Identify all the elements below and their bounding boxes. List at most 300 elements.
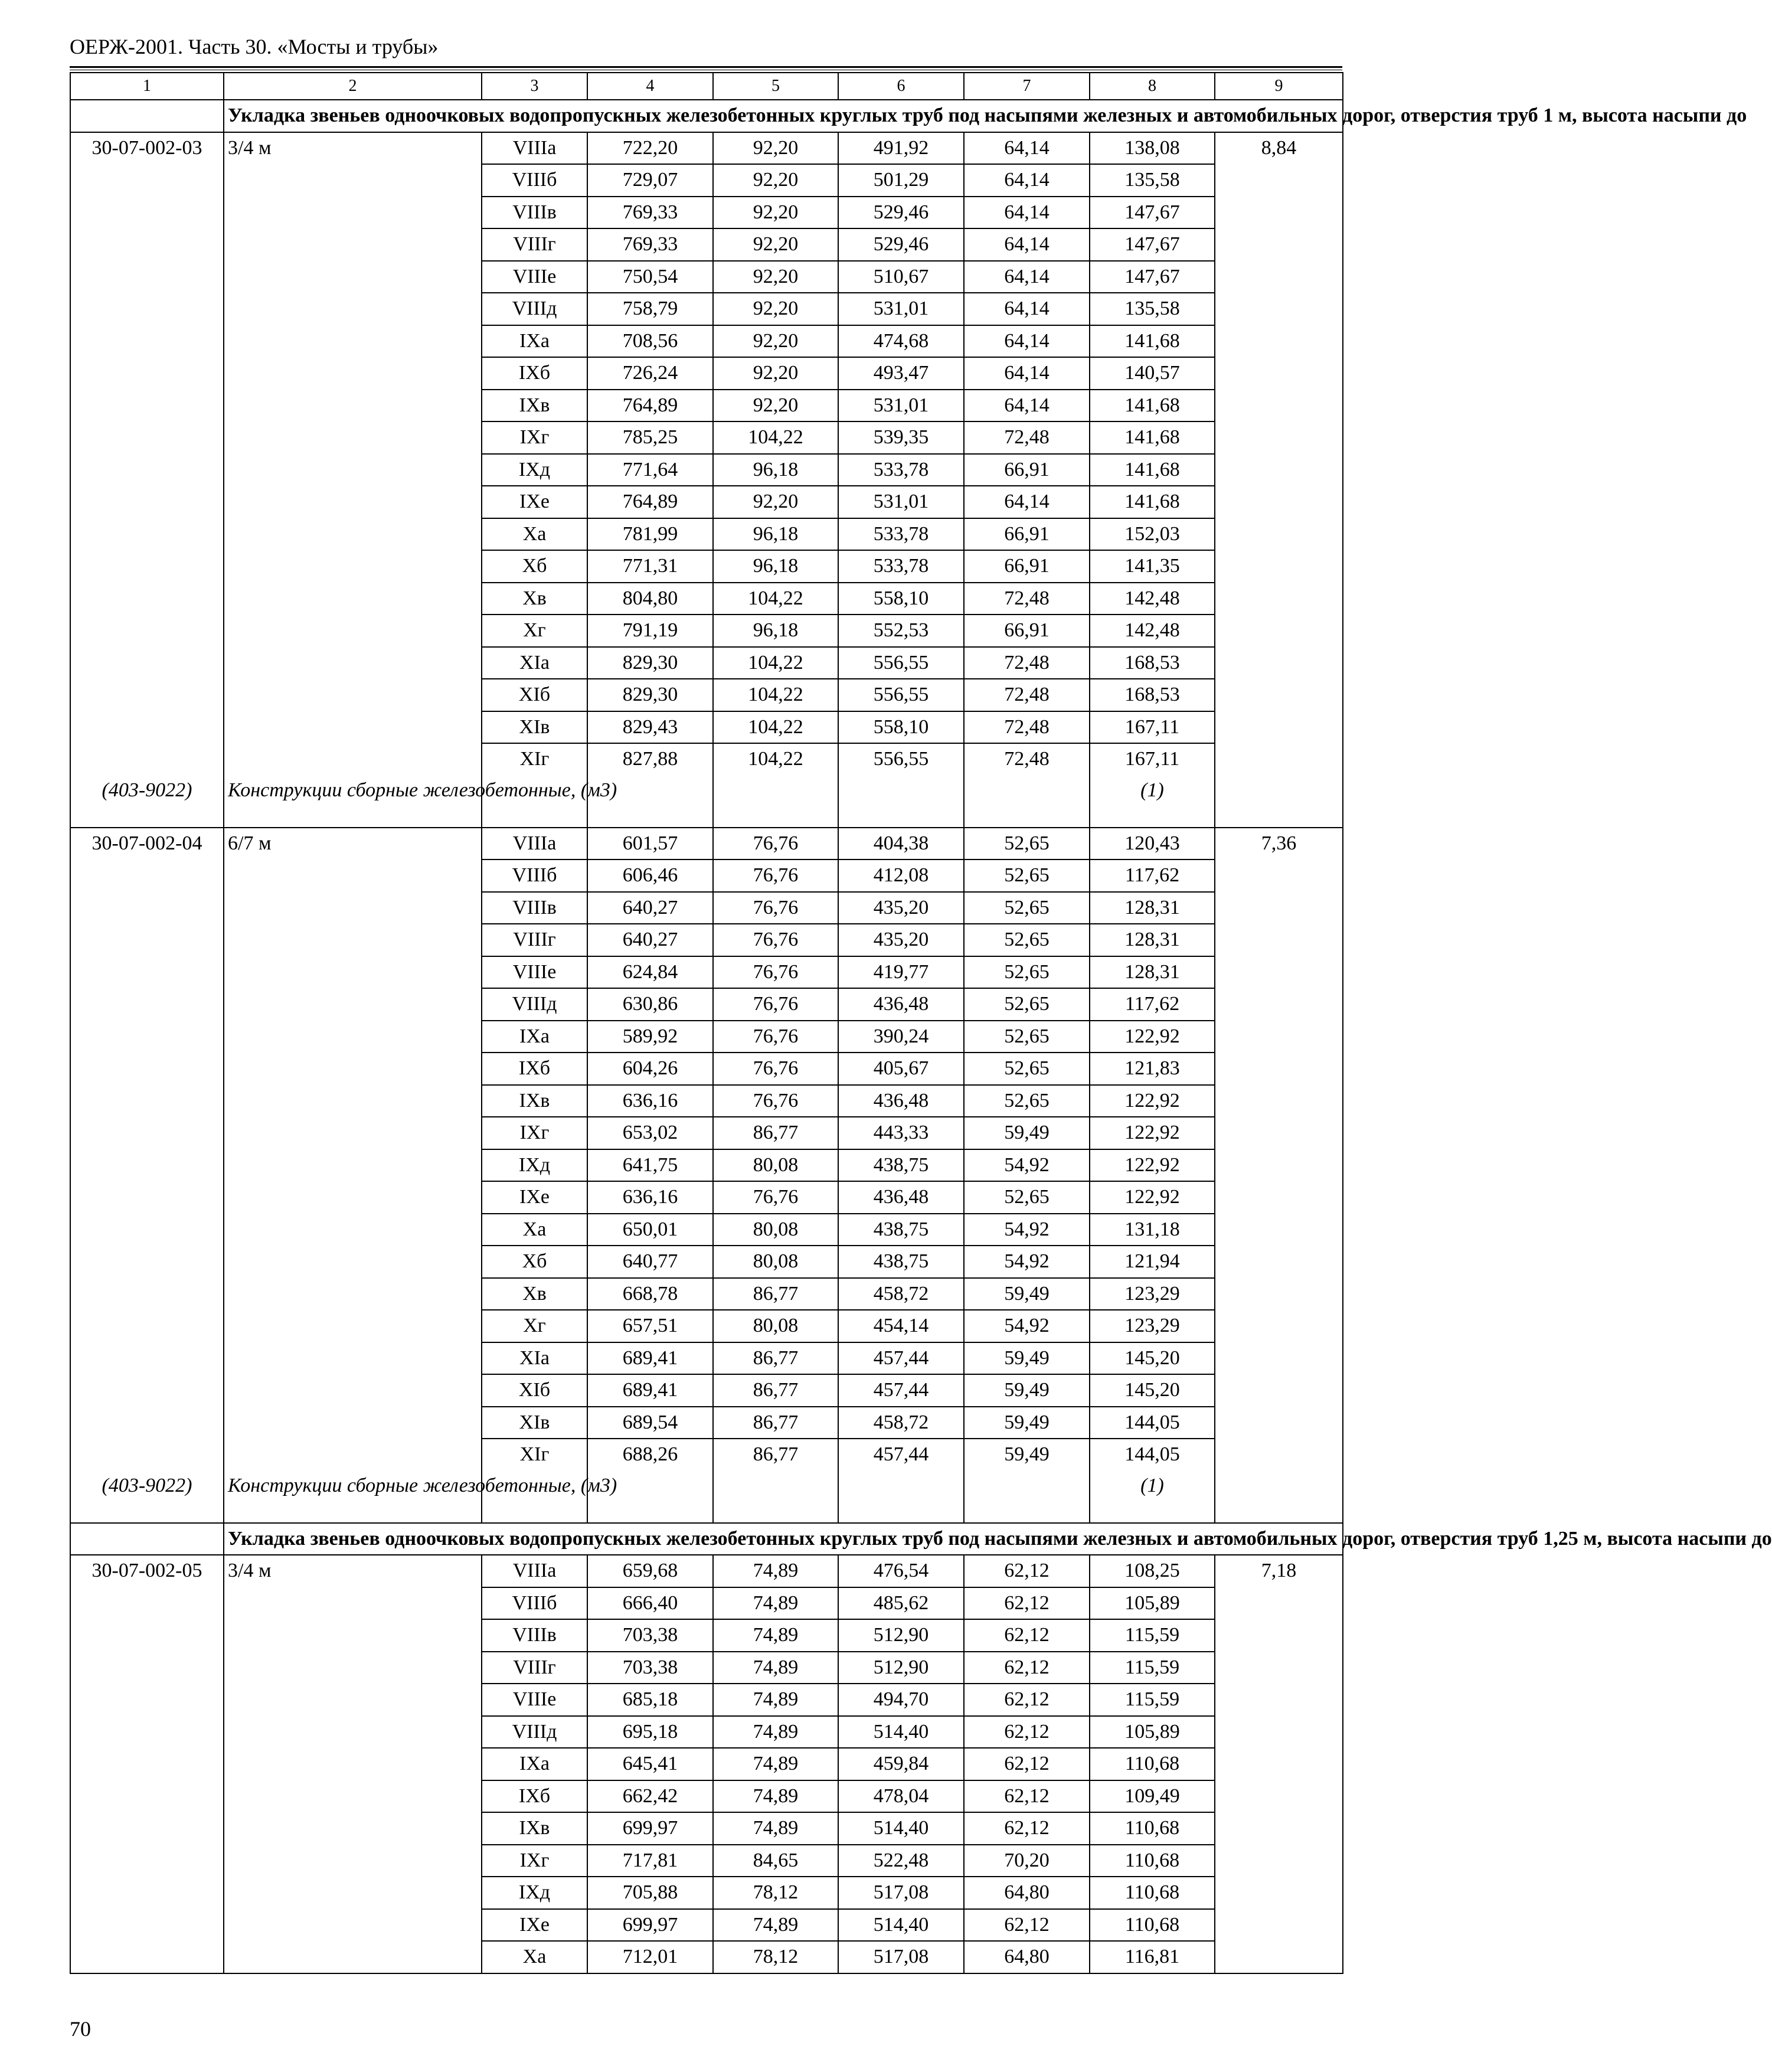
col8-value: 138,08 — [1090, 132, 1215, 165]
col6-value: 494,70 — [838, 1684, 964, 1716]
table-row — [70, 293, 1343, 325]
col5-value: 92,20 — [713, 132, 838, 165]
col9-cont — [1215, 325, 1343, 358]
table-row — [70, 988, 1343, 1021]
table-row — [70, 956, 1343, 989]
table-row — [70, 1021, 1343, 1053]
col5-value: 74,89 — [713, 1909, 838, 1942]
col5-value: 92,20 — [713, 261, 838, 293]
rate-code: 30-07-002-05 — [70, 1555, 224, 1587]
table-row — [70, 197, 1343, 229]
col6-value: 436,48 — [838, 1085, 964, 1117]
col9-cont — [1215, 1149, 1343, 1182]
col7-value: 72,48 — [964, 583, 1090, 615]
col8-value: 145,20 — [1090, 1374, 1215, 1407]
col7-value: 64,14 — [964, 132, 1090, 165]
variant: VIIIа — [482, 132, 587, 165]
total: 640,27 — [587, 892, 713, 924]
rate-code-cont — [70, 1909, 224, 1942]
col5-value: 92,20 — [713, 486, 838, 518]
col8-value: 115,59 — [1090, 1652, 1215, 1684]
col7-value: 52,65 — [964, 828, 1090, 860]
col7-value: 66,91 — [964, 454, 1090, 486]
rate-description-cont — [224, 1246, 482, 1278]
col5-value: 86,77 — [713, 1407, 838, 1439]
rate-code-cont — [70, 1407, 224, 1439]
header-rule — [70, 66, 1342, 68]
rate-description-cont — [224, 1619, 482, 1652]
table-row — [70, 325, 1343, 358]
resource-code: (403-9022) — [70, 1470, 224, 1523]
col9-cont — [1215, 197, 1343, 229]
rate-code-cont — [70, 1619, 224, 1652]
col7-value: 72,48 — [964, 647, 1090, 679]
section-title: Укладка звеньев одноочковых водопропускных железобетонных круглых труб под насыпями железных и автомобильных дорог, отверстия труб 1 м, высота насыпи до — [224, 100, 1343, 132]
col7-value: 72,48 — [964, 743, 1090, 775]
rate-code-cont — [70, 1812, 224, 1845]
rate-description-cont — [224, 1748, 482, 1780]
rate-code-cont — [70, 1877, 224, 1909]
table-row — [70, 1619, 1343, 1652]
column-number-6: 6 — [838, 73, 964, 100]
col8-value: 123,29 — [1090, 1310, 1215, 1342]
col8-value: 110,68 — [1090, 1812, 1215, 1845]
rate-code: 30-07-002-03 — [70, 132, 224, 165]
col8-value: 144,05 — [1090, 1407, 1215, 1439]
col9-cont — [1215, 486, 1343, 518]
col8-value: 116,81 — [1090, 1941, 1215, 1973]
variant: IXд — [482, 454, 587, 486]
col9-cont — [1215, 1085, 1343, 1117]
col9-value: 7,36 — [1215, 828, 1343, 860]
resource-empty-cell — [838, 775, 964, 828]
col9-value: 8,84 — [1215, 132, 1343, 165]
col8-value: 122,92 — [1090, 1117, 1215, 1149]
col5-value: 78,12 — [713, 1941, 838, 1973]
col6-value: 533,78 — [838, 550, 964, 583]
table-row — [70, 1085, 1343, 1117]
col9-cont — [1215, 615, 1343, 647]
col9-cont — [1215, 1619, 1343, 1652]
col7-value: 62,12 — [964, 1619, 1090, 1652]
rate-description-cont — [224, 1310, 482, 1342]
col5-value: 96,18 — [713, 518, 838, 551]
table-row — [70, 647, 1343, 679]
rate-code-cont — [70, 421, 224, 454]
col7-value: 52,65 — [964, 892, 1090, 924]
table-row — [70, 924, 1343, 956]
total: 689,41 — [587, 1374, 713, 1407]
total: 641,75 — [587, 1149, 713, 1182]
total: 829,30 — [587, 647, 713, 679]
col5-value: 74,89 — [713, 1748, 838, 1780]
col6-value: 493,47 — [838, 357, 964, 390]
col6-value: 512,90 — [838, 1652, 964, 1684]
rate-description-cont — [224, 1684, 482, 1716]
col5-value: 104,22 — [713, 421, 838, 454]
total: 636,16 — [587, 1181, 713, 1214]
col5-value: 76,76 — [713, 828, 838, 860]
col8-value: 167,11 — [1090, 743, 1215, 775]
total: 689,54 — [587, 1407, 713, 1439]
col5-value: 78,12 — [713, 1877, 838, 1909]
col8-value: 121,83 — [1090, 1053, 1215, 1085]
col5-value: 92,20 — [713, 164, 838, 197]
variant: VIIIв — [482, 197, 587, 229]
variant: XIб — [482, 1374, 587, 1407]
col8-value: 108,25 — [1090, 1555, 1215, 1587]
variant: VIIIе — [482, 1684, 587, 1716]
total: 589,92 — [587, 1021, 713, 1053]
rate-code-cont — [70, 293, 224, 325]
total: 695,18 — [587, 1716, 713, 1749]
variant: Xа — [482, 1941, 587, 1973]
col6-value: 438,75 — [838, 1149, 964, 1182]
col5-value: 74,89 — [713, 1619, 838, 1652]
col6-value: 474,68 — [838, 325, 964, 358]
column-number-row — [70, 73, 1343, 100]
rate-description-cont — [224, 615, 482, 647]
rate-code-cont — [70, 164, 224, 197]
col8-value: 110,68 — [1090, 1748, 1215, 1780]
rate-code-cont — [70, 1053, 224, 1085]
col6-value: 419,77 — [838, 956, 964, 989]
variant: IXг — [482, 1117, 587, 1149]
col8-value: 140,57 — [1090, 357, 1215, 390]
total: 703,38 — [587, 1619, 713, 1652]
col5-value: 80,08 — [713, 1310, 838, 1342]
total: 829,43 — [587, 711, 713, 744]
col6-value: 556,55 — [838, 743, 964, 775]
rate-description-cont — [224, 486, 482, 518]
variant: XIг — [482, 743, 587, 775]
rate-code-cont — [70, 1780, 224, 1813]
rate-code-cont — [70, 261, 224, 293]
section-title: Укладка звеньев одноочковых водопропускных железобетонных круглых труб под насыпями железных и автомобильных дорог, отверстия труб 1,25 м, высота насыпи до — [224, 1523, 1343, 1555]
rate-code-cont — [70, 390, 224, 422]
variant: VIIIе — [482, 956, 587, 989]
col7-value: 64,80 — [964, 1877, 1090, 1909]
col5-value: 76,76 — [713, 956, 838, 989]
col5-value: 92,20 — [713, 390, 838, 422]
variant: Xа — [482, 1214, 587, 1246]
rate-code-cont — [70, 956, 224, 989]
col7-value: 66,91 — [964, 615, 1090, 647]
variant: IXв — [482, 1085, 587, 1117]
col8-value: 142,48 — [1090, 583, 1215, 615]
rate-description-cont — [224, 1053, 482, 1085]
rate-code-cont — [70, 892, 224, 924]
col7-value: 66,91 — [964, 550, 1090, 583]
col7-value: 70,20 — [964, 1845, 1090, 1877]
resource-empty-cell — [1215, 1470, 1343, 1523]
rate-description-cont — [224, 357, 482, 390]
col9-cont — [1215, 1342, 1343, 1375]
table-row — [70, 1374, 1343, 1407]
rate-description-cont — [224, 1374, 482, 1407]
table-row — [70, 1652, 1343, 1684]
total: 708,56 — [587, 325, 713, 358]
table-row — [70, 1748, 1343, 1780]
table-row — [70, 1845, 1343, 1877]
total: 717,81 — [587, 1845, 713, 1877]
col5-value: 76,76 — [713, 1053, 838, 1085]
variant: XIа — [482, 1342, 587, 1375]
col7-value: 54,92 — [964, 1246, 1090, 1278]
col8-value: 141,68 — [1090, 325, 1215, 358]
resource-quantity: (1) — [1090, 775, 1215, 828]
col7-value: 52,65 — [964, 1181, 1090, 1214]
col8-value: 105,89 — [1090, 1587, 1215, 1620]
total: 699,97 — [587, 1909, 713, 1942]
rate-description-cont — [224, 647, 482, 679]
rate-code-cont — [70, 1310, 224, 1342]
col8-value: 122,92 — [1090, 1181, 1215, 1214]
rate-description-cont — [224, 550, 482, 583]
total: 827,88 — [587, 743, 713, 775]
col9-value: 7,18 — [1215, 1555, 1343, 1587]
table-row — [70, 1555, 1343, 1587]
col8-value: 147,67 — [1090, 261, 1215, 293]
col7-value: 62,12 — [964, 1652, 1090, 1684]
col6-value: 531,01 — [838, 293, 964, 325]
col6-value: 436,48 — [838, 1181, 964, 1214]
col6-value: 435,20 — [838, 924, 964, 956]
rate-description-cont — [224, 1085, 482, 1117]
variant: IXб — [482, 357, 587, 390]
page-header: ОЕРЖ-2001. Часть 30. «Мосты и трубы» — [70, 35, 439, 58]
col9-cont — [1215, 743, 1343, 775]
table-row — [70, 892, 1343, 924]
col9-cont — [1215, 924, 1343, 956]
variant: IXв — [482, 390, 587, 422]
col9-cont — [1215, 550, 1343, 583]
col5-value: 76,76 — [713, 1085, 838, 1117]
total: 764,89 — [587, 390, 713, 422]
col8-value: 117,62 — [1090, 859, 1215, 892]
col6-value: 552,53 — [838, 615, 964, 647]
col8-value: 105,89 — [1090, 1716, 1215, 1749]
col5-value: 92,20 — [713, 357, 838, 390]
total: 640,77 — [587, 1246, 713, 1278]
col7-value: 62,12 — [964, 1748, 1090, 1780]
variant: IXе — [482, 1909, 587, 1942]
col6-value: 556,55 — [838, 647, 964, 679]
total: 636,16 — [587, 1085, 713, 1117]
table-row — [70, 1407, 1343, 1439]
table-row — [70, 550, 1343, 583]
rate-description-cont — [224, 988, 482, 1021]
col6-value: 458,72 — [838, 1278, 964, 1310]
column-number-2: 2 — [224, 73, 482, 100]
rate-code-cont — [70, 988, 224, 1021]
col8-value: 152,03 — [1090, 518, 1215, 551]
col6-value: 512,90 — [838, 1619, 964, 1652]
col5-value: 80,08 — [713, 1214, 838, 1246]
col8-value: 115,59 — [1090, 1684, 1215, 1716]
variant: Xа — [482, 518, 587, 551]
variant: VIIIд — [482, 1716, 587, 1749]
col9-cont — [1215, 711, 1343, 744]
col7-value: 62,12 — [964, 1780, 1090, 1813]
col7-value: 59,49 — [964, 1117, 1090, 1149]
rate-description-cont — [224, 518, 482, 551]
col6-value: 491,92 — [838, 132, 964, 165]
table-row — [70, 1342, 1343, 1375]
resource-name: Конструкции сборные железобетонные, (м3) — [224, 1470, 482, 1523]
variant: IXг — [482, 1845, 587, 1877]
table-row — [70, 421, 1343, 454]
rate-code-cont — [70, 325, 224, 358]
col5-value: 104,22 — [713, 583, 838, 615]
total: 703,38 — [587, 1652, 713, 1684]
col5-value: 104,22 — [713, 711, 838, 744]
variant: IXг — [482, 421, 587, 454]
total: 606,46 — [587, 859, 713, 892]
variant: VIIIг — [482, 1652, 587, 1684]
table-row — [70, 1812, 1343, 1845]
variant: IXе — [482, 1181, 587, 1214]
table-row — [70, 132, 1343, 165]
variant: IXд — [482, 1877, 587, 1909]
col6-value: 514,40 — [838, 1909, 964, 1942]
col9-cont — [1215, 518, 1343, 551]
rate-code-cont — [70, 647, 224, 679]
rate-code-cont — [70, 1587, 224, 1620]
rates-table — [70, 72, 1772, 1974]
col6-value: 436,48 — [838, 988, 964, 1021]
col7-value: 64,14 — [964, 390, 1090, 422]
col6-value: 443,33 — [838, 1117, 964, 1149]
col8-value: 115,59 — [1090, 1619, 1215, 1652]
resource-empty-cell — [713, 775, 838, 828]
rate-description-cont — [224, 924, 482, 956]
col5-value: 92,20 — [713, 293, 838, 325]
col7-value: 64,14 — [964, 164, 1090, 197]
total: 729,07 — [587, 164, 713, 197]
col8-value: 122,92 — [1090, 1085, 1215, 1117]
col8-value: 135,58 — [1090, 293, 1215, 325]
rate-code-cont — [70, 1845, 224, 1877]
rate-code: 30-07-002-04 — [70, 828, 224, 860]
col6-value: 478,04 — [838, 1780, 964, 1813]
variant: XIг — [482, 1439, 587, 1470]
resource-name: Конструкции сборные железобетонные, (м3) — [224, 775, 482, 828]
col7-value: 66,91 — [964, 518, 1090, 551]
col9-cont — [1215, 1652, 1343, 1684]
rate-code-cont — [70, 583, 224, 615]
variant: IXе — [482, 486, 587, 518]
rate-description-cont — [224, 956, 482, 989]
column-number-5: 5 — [713, 73, 838, 100]
rate-code-cont — [70, 1278, 224, 1310]
col7-value: 59,49 — [964, 1407, 1090, 1439]
rate-description-cont — [224, 1278, 482, 1310]
col9-cont — [1215, 647, 1343, 679]
rate-description-cont — [224, 1149, 482, 1182]
rate-code-cont — [70, 1085, 224, 1117]
col6-value: 517,08 — [838, 1877, 964, 1909]
col5-value: 86,77 — [713, 1278, 838, 1310]
variant: VIIIб — [482, 1587, 587, 1620]
col8-value: 167,11 — [1090, 711, 1215, 744]
col8-value: 141,68 — [1090, 390, 1215, 422]
column-number-4: 4 — [587, 73, 713, 100]
variant: Xг — [482, 1310, 587, 1342]
col5-value: 74,89 — [713, 1555, 838, 1587]
total: 781,99 — [587, 518, 713, 551]
rate-code-cont — [70, 1021, 224, 1053]
rate-code-cont — [70, 550, 224, 583]
col7-value: 52,65 — [964, 1021, 1090, 1053]
col6-value: 556,55 — [838, 679, 964, 711]
col6-value: 510,67 — [838, 261, 964, 293]
col6-value: 454,14 — [838, 1310, 964, 1342]
col5-value: 74,89 — [713, 1587, 838, 1620]
variant: VIIIа — [482, 1555, 587, 1587]
rate-code-cont — [70, 518, 224, 551]
col7-value: 64,14 — [964, 325, 1090, 358]
rate-code-cont — [70, 197, 224, 229]
col9-cont — [1215, 390, 1343, 422]
col8-value: 147,67 — [1090, 228, 1215, 261]
rate-code-cont — [70, 924, 224, 956]
variant: VIIIв — [482, 1619, 587, 1652]
table-row — [70, 1439, 1343, 1470]
col6-value: 435,20 — [838, 892, 964, 924]
col7-value: 64,14 — [964, 293, 1090, 325]
variant: Xб — [482, 1246, 587, 1278]
rate-code-cont — [70, 743, 224, 775]
variant: IXб — [482, 1053, 587, 1085]
variant: Xв — [482, 583, 587, 615]
col9-cont — [1215, 1278, 1343, 1310]
col9-cont — [1215, 1716, 1343, 1749]
col8-value: 141,68 — [1090, 486, 1215, 518]
rate-description-cont — [224, 1117, 482, 1149]
table-row — [70, 711, 1343, 744]
col8-value: 110,68 — [1090, 1845, 1215, 1877]
col8-value: 128,31 — [1090, 956, 1215, 989]
table-row — [70, 261, 1343, 293]
rate-description-cont — [224, 1587, 482, 1620]
col9-cont — [1215, 892, 1343, 924]
col9-cont — [1215, 357, 1343, 390]
resource-empty-cell — [1215, 775, 1343, 828]
col6-value: 558,10 — [838, 583, 964, 615]
col5-value: 104,22 — [713, 679, 838, 711]
column-number-8: 8 — [1090, 73, 1215, 100]
col9-cont — [1215, 1941, 1343, 1973]
col7-value: 62,12 — [964, 1555, 1090, 1587]
col7-value: 72,48 — [964, 421, 1090, 454]
col7-value: 62,12 — [964, 1587, 1090, 1620]
rate-description: 3/4 м — [224, 132, 482, 165]
page-number: 70 — [70, 2017, 91, 2041]
col7-value: 64,14 — [964, 197, 1090, 229]
total: 712,01 — [587, 1941, 713, 1973]
col9-cont — [1215, 1587, 1343, 1620]
col9-cont — [1215, 1812, 1343, 1845]
variant: IXв — [482, 1812, 587, 1845]
col5-value: 96,18 — [713, 550, 838, 583]
col9-cont — [1215, 1246, 1343, 1278]
variant: VIIIб — [482, 164, 587, 197]
rate-code-cont — [70, 1941, 224, 1973]
rate-code-cont — [70, 711, 224, 744]
total: 653,02 — [587, 1117, 713, 1149]
total: 771,31 — [587, 550, 713, 583]
